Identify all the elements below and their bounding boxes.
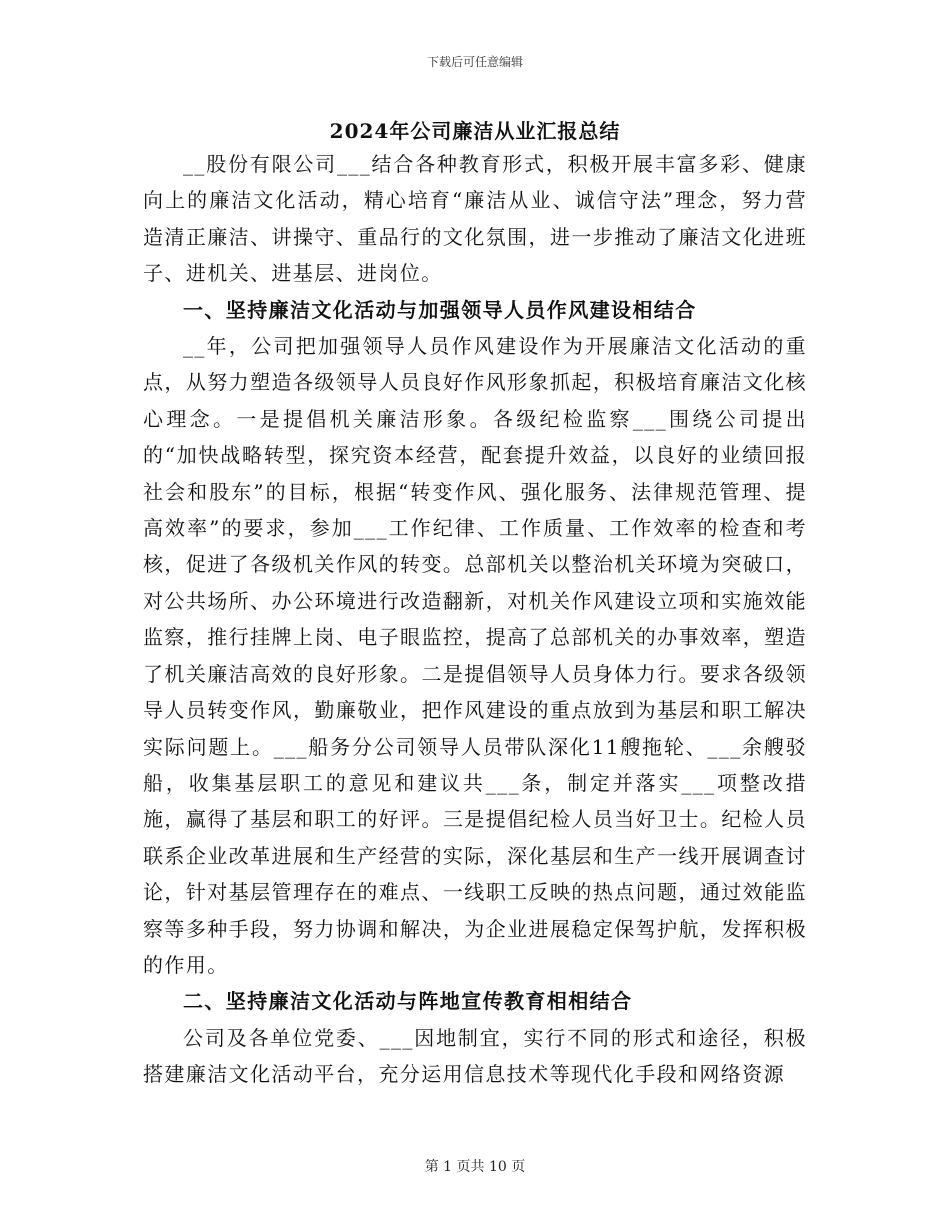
- section-2-paragraph: 公司及各单位党委、___因地制宜，实行不同的形式和途径，积极搭建廉洁文化活动平台，充分运用信息技术等现代化手段和网络资源: [143, 1025, 807, 1087]
- document-body: [143, 146, 807, 1093]
- intro-paragraph: __股份有限公司___结合各种教育形式，积极开展丰富多彩、健康向上的廉洁文化活动，精心培育“廉洁从业、诚信守法”理念，努力营造清正廉洁、讲操守、重品行的文化氛围，进一步推动了廉洁文化进班子、进机关、进基层、进岗位。: [143, 152, 807, 286]
- section-1-paragraph: __年，公司把加强领导人员作风建设作为开展廉洁文化活动的重点，从努力塑造各级领导人员良好作风形象抓起，积极培育廉洁文化核心理念。一是提倡机关廉洁形象。各级纪检监察___围绕公司提出的“加快战略转型，探究资本经营，配套提升效益，以良好的业绩回报社会和股东”的目标，根据“转变作风、强化服务、法律规范管理、提高效率”的要求，参加___工作纪律、工作质量、工作效率的检查和考核，促进了各级机关作风的转变。总部机关以整治机关环境为突破口，对公共场所、办公环境进行改造翻新，对机关作风建设立项和实施效能监察，推行挂牌上岗、电子眼监控，提高了总部机关的办事效率，塑造了机关廉洁高效的良好形象。二是提倡领导人员身体力行。要求各级领导人员转变作风，勤廉敬业，把作风建设的重点放到为基层和职工解决实际问题上。___船务分公司领导人员带队深化11艘拖轮、___余艘驳船，收集基层职工的意见和建议共___条，制定并落实___项整改措施，赢得了基层和职工的好评。三是提倡纪检人员当好卫士。纪检人员联系企业改革进展和生产经营的实际，深化基层和生产一线开展调查讨论，针对基层管理存在的难点、一线职工反映的热点问题，通过效能监察等多种手段，努力协调和解决，为企业进展稳定保驾护航，发挥积极的作用。: [143, 334, 807, 977]
- page-footer-number: 第 1 页共 10 页: [424, 1159, 526, 1175]
- page-header-note: 下载后可任意编辑: [426, 55, 523, 69]
- section-heading-2: 二、坚持廉洁文化活动与阵地宣传教育相相结合: [183, 989, 633, 1014]
- section-heading-1: 一、坚持廉洁文化活动与加强领导人员作风建设相结合: [183, 297, 697, 322]
- document-title: 2024年公司廉洁从业汇报总结: [329, 119, 621, 143]
